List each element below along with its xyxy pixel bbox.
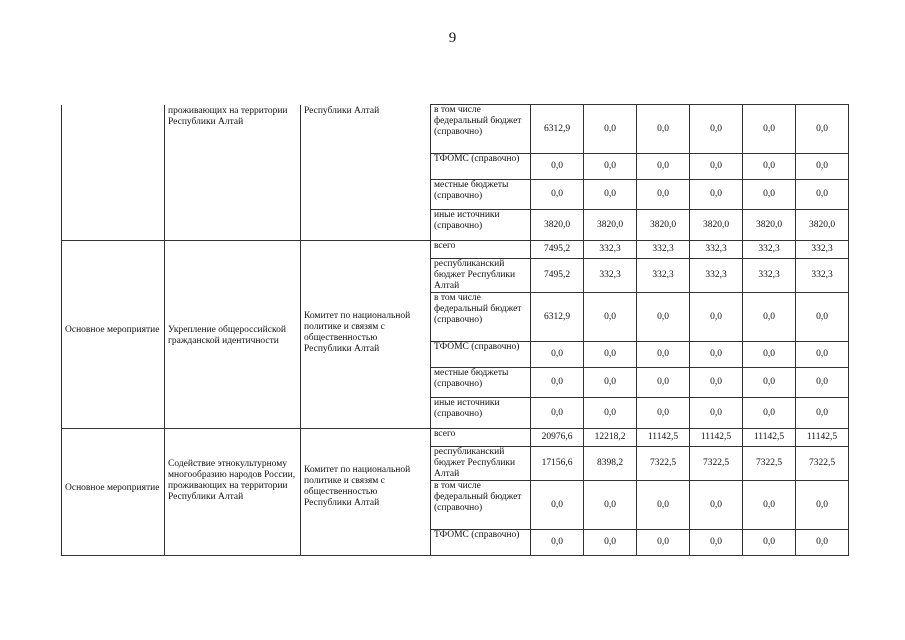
value-cell: 0,0: [743, 368, 796, 398]
value-cell: 332,3: [584, 241, 637, 259]
value-cell: 0,0: [637, 180, 690, 210]
value-cell: 0,0: [584, 530, 637, 556]
value-cell: 0,0: [743, 180, 796, 210]
value-cell: 11142,5: [690, 429, 743, 447]
funding-source-cell: ТФОМС (справочно): [431, 530, 531, 556]
value-cell: 7495,2: [531, 241, 584, 259]
table-row: [62, 429, 849, 447]
event-name-cell: Содействие этнокультурному многообразию народов России, проживающих на территории Республики Алтай: [165, 429, 301, 556]
value-cell: 0,0: [637, 342, 690, 368]
funding-source-cell: в том числе федеральный бюджет (справочно): [431, 293, 531, 342]
value-cell: 332,3: [743, 241, 796, 259]
value-cell: 7322,5: [690, 447, 743, 481]
value-cell: 0,0: [531, 342, 584, 368]
value-cell: 6312,9: [531, 105, 584, 154]
value-cell: 0,0: [584, 368, 637, 398]
value-cell: 0,0: [743, 481, 796, 530]
value-cell: 0,0: [637, 105, 690, 154]
value-cell: 3820,0: [796, 210, 849, 241]
value-cell: 332,3: [584, 259, 637, 293]
value-cell: 0,0: [637, 481, 690, 530]
value-cell: 0,0: [584, 180, 637, 210]
page-number: 9: [448, 30, 457, 46]
value-cell: 0,0: [584, 105, 637, 154]
value-cell: 0,0: [637, 398, 690, 429]
value-cell: 7322,5: [796, 447, 849, 481]
value-cell: 0,0: [796, 342, 849, 368]
value-cell: 0,0: [796, 105, 849, 154]
value-cell: 0,0: [796, 293, 849, 342]
value-cell: 0,0: [690, 398, 743, 429]
value-cell: 0,0: [743, 398, 796, 429]
funding-source-cell: иные источники (справочно): [431, 398, 531, 429]
value-cell: 0,0: [796, 481, 849, 530]
value-cell: 332,3: [796, 259, 849, 293]
executor-cell: Комитет по национальной политике и связям с общественностью Республики Алтай: [301, 429, 431, 556]
value-cell: 0,0: [531, 530, 584, 556]
value-cell: 0,0: [531, 180, 584, 210]
value-cell: 0,0: [743, 105, 796, 154]
value-cell: 0,0: [796, 368, 849, 398]
value-cell: 0,0: [637, 368, 690, 398]
value-cell: 8398,2: [584, 447, 637, 481]
table-row: [62, 105, 849, 154]
value-cell: 3820,0: [637, 210, 690, 241]
value-cell: 0,0: [796, 154, 849, 180]
executor-cell: Республики Алтай: [301, 105, 431, 241]
event-type-cell: [62, 105, 165, 241]
value-cell: 0,0: [690, 180, 743, 210]
value-cell: 0,0: [690, 530, 743, 556]
value-cell: 3820,0: [743, 210, 796, 241]
value-cell: 0,0: [584, 398, 637, 429]
value-cell: 332,3: [796, 241, 849, 259]
funding-source-cell: местные бюджеты (справочно): [431, 368, 531, 398]
funding-source-cell: ТФОМС (справочно): [431, 154, 531, 180]
table-row: [62, 241, 849, 259]
value-cell: 20976,6: [531, 429, 584, 447]
funding-source-cell: республиканский бюджет Республики Алтай: [431, 259, 531, 293]
value-cell: 3820,0: [690, 210, 743, 241]
value-cell: 0,0: [796, 398, 849, 429]
value-cell: 0,0: [584, 293, 637, 342]
value-cell: 0,0: [690, 368, 743, 398]
funding-source-cell: в том числе федеральный бюджет (справочно): [431, 105, 531, 154]
value-cell: 0,0: [531, 368, 584, 398]
value-cell: 0,0: [690, 342, 743, 368]
value-cell: 332,3: [743, 259, 796, 293]
value-cell: 332,3: [637, 259, 690, 293]
value-cell: 332,3: [637, 241, 690, 259]
value-cell: 0,0: [637, 530, 690, 556]
value-cell: 0,0: [743, 154, 796, 180]
value-cell: 11142,5: [743, 429, 796, 447]
value-cell: 0,0: [743, 342, 796, 368]
value-cell: 0,0: [796, 180, 849, 210]
value-cell: 0,0: [531, 154, 584, 180]
value-cell: 17156,6: [531, 447, 584, 481]
funding-source-cell: всего: [431, 429, 531, 447]
value-cell: 0,0: [743, 293, 796, 342]
event-name-cell: Укрепление общероссийской гражданской идентичности: [165, 241, 301, 429]
event-type-cell: Основное мероприятие: [62, 429, 165, 556]
funding-table: [61, 104, 849, 556]
funding-source-cell: местные бюджеты (справочно): [431, 180, 531, 210]
value-cell: 0,0: [584, 342, 637, 368]
value-cell: 0,0: [690, 293, 743, 342]
value-cell: 0,0: [690, 105, 743, 154]
value-cell: 7322,5: [743, 447, 796, 481]
event-name-cell: проживающих на территории Республики Алтай: [165, 105, 301, 241]
value-cell: 6312,9: [531, 293, 584, 342]
funding-source-cell: в том числе федеральный бюджет (справочно): [431, 481, 531, 530]
value-cell: 0,0: [743, 530, 796, 556]
value-cell: 12218,2: [584, 429, 637, 447]
value-cell: 3820,0: [531, 210, 584, 241]
value-cell: 0,0: [637, 293, 690, 342]
value-cell: 7322,5: [637, 447, 690, 481]
value-cell: 0,0: [796, 530, 849, 556]
value-cell: 3820,0: [584, 210, 637, 241]
value-cell: 332,3: [690, 241, 743, 259]
value-cell: 0,0: [637, 154, 690, 180]
value-cell: 7495,2: [531, 259, 584, 293]
value-cell: 332,3: [690, 259, 743, 293]
value-cell: 0,0: [690, 154, 743, 180]
funding-source-cell: республиканский бюджет Республики Алтай: [431, 447, 531, 481]
value-cell: 0,0: [584, 154, 637, 180]
value-cell: 11142,5: [796, 429, 849, 447]
funding-source-cell: иные источники (справочно): [431, 210, 531, 241]
value-cell: 0,0: [531, 398, 584, 429]
funding-source-cell: ТФОМС (справочно): [431, 342, 531, 368]
event-type-cell: Основное мероприятие: [62, 241, 165, 429]
funding-source-cell: всего: [431, 241, 531, 259]
executor-cell: Комитет по национальной политике и связям с общественностью Республики Алтай: [301, 241, 431, 429]
value-cell: 0,0: [584, 481, 637, 530]
value-cell: 11142,5: [637, 429, 690, 447]
value-cell: 0,0: [531, 481, 584, 530]
value-cell: 0,0: [690, 481, 743, 530]
